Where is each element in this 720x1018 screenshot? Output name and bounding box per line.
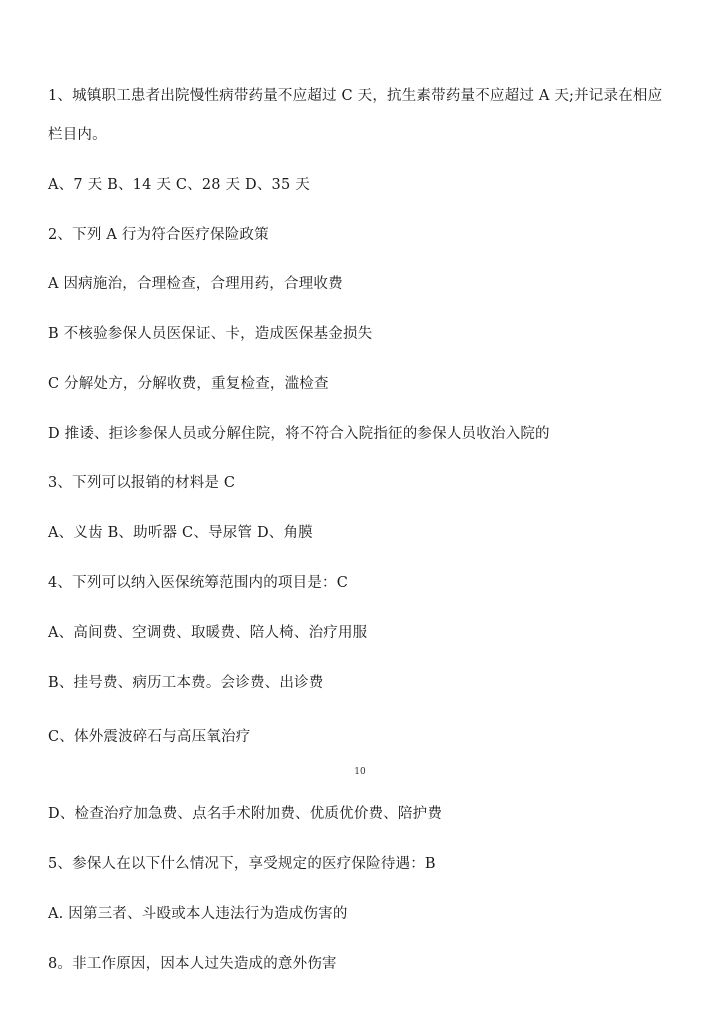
question-1-options: A、7 天 B、14 天 C、28 天 D、35 天 — [48, 177, 310, 193]
question-5-option-b: 8。非工作原因，因本人过失造成的意外伤害 — [48, 956, 337, 972]
page-number: 10 — [354, 767, 366, 777]
question-3-options: A、义齿 B、助听器 C、导尿管 D、角膜 — [48, 525, 313, 541]
question-2-option-a: A 因病施治，合理检查，合理用药，合理收费 — [48, 276, 343, 292]
question-4-option-c: C、体外震波碎石与高压氧治疗 — [48, 729, 251, 745]
question-2-option-b: B 不核验参保人员医保证、卡，造成医保基金损失 — [48, 326, 373, 342]
question-4-option-a: A、高间费、空调费、取暖费、陪人椅、治疗用服 — [48, 625, 368, 641]
question-1-text-continued: 栏目内。 — [48, 127, 107, 143]
question-2-option-d: D 推诿、拒诊参保人员或分解住院，将不符合入院指征的参保人员收治入院的 — [48, 426, 550, 442]
question-5-text: 5、参保人在以下什么情况下，享受规定的医疗保险待遇：B — [48, 856, 436, 872]
question-4-text: 4、下列可以纳入医保统筹范围内的项目是：C — [48, 575, 349, 591]
question-4-option-b: B、挂号费、病历工本费。会诊费、出诊费 — [48, 675, 324, 691]
question-1-text: 1、城镇职工患者出院慢性病带药量不应超过 C 天，抗生素带药量不应超过 A 天;并记录在相应 — [48, 88, 663, 104]
question-4-option-d: D、检查治疗加急费、点名手术附加费、优质优价费、陪护费 — [48, 806, 443, 822]
question-2-option-c: C 分解处方，分解收费，重复检查，滥检查 — [48, 376, 329, 392]
question-2-text: 2、下列 A 行为符合医疗保险政策 — [48, 227, 269, 243]
question-3-text: 3、下列可以报销的材料是 C — [48, 475, 236, 491]
question-5-option-a: A. 因第三者、斗殴或本人违法行为造成伤害的 — [48, 906, 348, 922]
